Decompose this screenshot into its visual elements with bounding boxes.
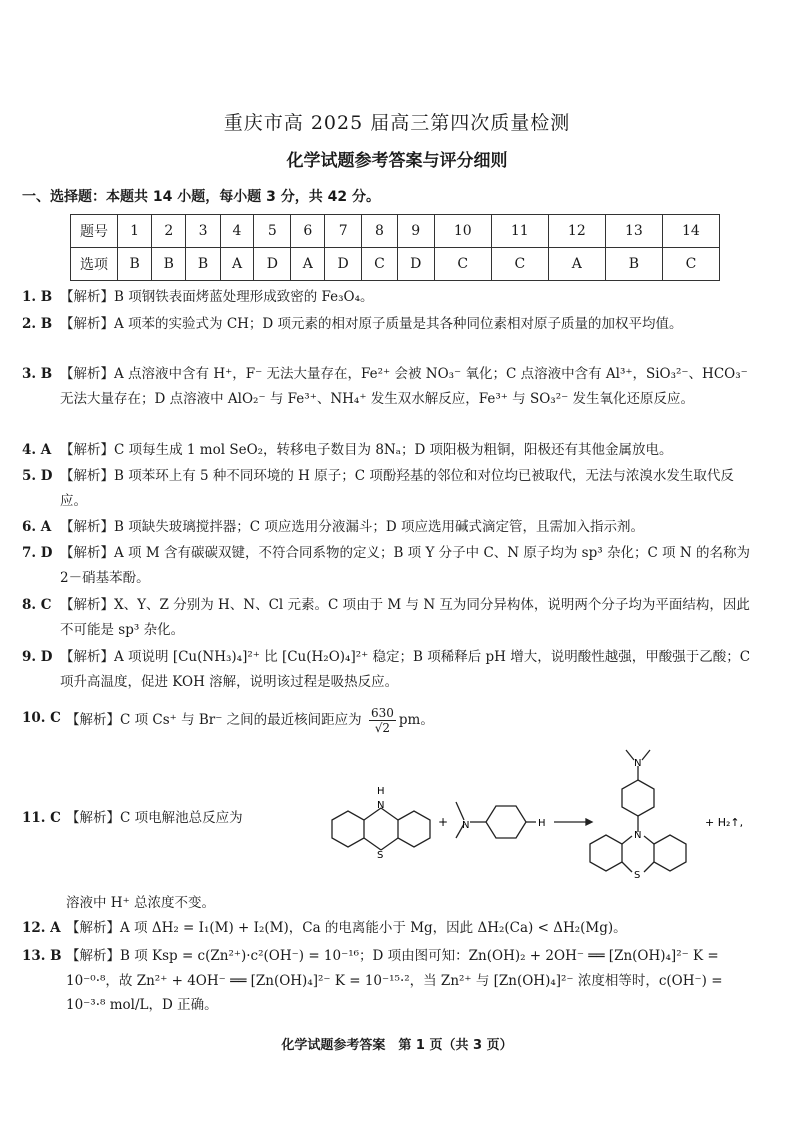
answer-option: B (605, 248, 662, 281)
explanation-text: A 项 M 含有碳碳双键，不符合同系物的定义；B 项 Y 分子中 C、N 原子均为 sp³ 杂化；C 项 N 的名称为 2－硝基苯酚。 (60, 545, 750, 586)
explanation-11-continued (22, 891, 757, 916)
answer-option: C (662, 248, 719, 281)
fraction-numerator: 630 (370, 706, 394, 720)
question-number: 6 (291, 215, 325, 248)
nitrogen-label: N (377, 800, 385, 811)
item-number: 4. A (22, 442, 52, 458)
question-number: 8 (362, 215, 398, 248)
page-subtitle: 化学试题参考答案与评分细则 (286, 151, 508, 171)
item-number: 9. D (22, 649, 53, 665)
explanation-text: A 项苯的实验式为 CH；D 项元素的相对原子质量是其各种同位素相对原子质量的加权平均值。 (114, 316, 683, 332)
benzene-ring (332, 811, 364, 847)
table-row-label: 选项 (71, 248, 118, 281)
benzene-ring (398, 811, 430, 847)
explanation-4 (22, 438, 757, 463)
item-number: 10. C (22, 710, 61, 726)
answer-option: A (291, 248, 325, 281)
answer-table-option-row (71, 248, 720, 281)
answer-option: A (548, 248, 605, 281)
explanation-text: 溶液中 H⁺ 总浓度不变。 (66, 895, 215, 911)
explanation-2 (22, 312, 757, 337)
answer-option: D (325, 248, 362, 281)
explanation-13 (22, 944, 757, 1018)
nitrogen-label: N (634, 758, 642, 769)
explanation-text: A 项说明 [Cu(NH₃)₄]²⁺ 比 [Cu(H₂O)₄]²⁺ 稳定；B 项稀释后 pH 增大，说明酸性越强，甲酸强于乙酸；C 项升高温度，促进 KOH 溶解，说明该过程是吸热反应。 (60, 649, 751, 690)
item-number: 12. A (22, 920, 61, 936)
benzene-ring (654, 835, 686, 871)
question-number: 13 (605, 215, 662, 248)
answer-option: A (220, 248, 254, 281)
analysis-tag: 【解析】 (60, 597, 114, 613)
analysis-tag: 【解析】 (60, 545, 114, 561)
explanation-text: X、Y、Z 分别为 H、N、Cl 元素。C 项由于 M 与 N 互为同分异构体，说明两个分子均为平面结构，因此不可能是 sp³ 杂化。 (60, 597, 750, 638)
hydrogen-label: H (377, 786, 385, 797)
analysis-tag: 【解析】 (66, 920, 120, 936)
explanation-12 (22, 916, 757, 941)
question-number: 14 (662, 215, 719, 248)
analysis-tag: 【解析】 (60, 442, 114, 458)
hydrogen-gas-label: + H₂↑, (705, 816, 744, 829)
explanation-text: C 项电解池总反应为 (120, 810, 243, 826)
page-title: 重庆市高 2025 届高三第四次质量检测 (223, 112, 571, 134)
answer-option: D (254, 248, 291, 281)
analysis-tag: 【解析】 (66, 948, 120, 964)
answer-option: B (186, 248, 220, 281)
answer-table-number-row (71, 215, 720, 248)
nitrogen-label: N (462, 820, 470, 831)
explanation-6 (22, 515, 757, 540)
item-number: 5. D (22, 468, 53, 484)
question-number: 4 (220, 215, 254, 248)
explanation-text: B 项 Ksp = c(Zn²⁺)·c²(OH⁻) = 10⁻¹⁶；D 项由图可知：Zn(OH)₂ + 2OH⁻ ══ [Zn(OH)₄]²⁻ K = 10⁻⁰·⁸，故 Zn²⁺ + 4OH⁻ ══ [Zn(OH)₄]²⁻ K = 10⁻¹⁵·²，当 Zn²⁺ 与 [Zn(OH)₄]²⁻ 浓度相等时，c(OH⁻) = 10⁻³·⁸ mol/L，D 正确。 (66, 948, 723, 1013)
item-number: 11. C (22, 810, 61, 826)
item-number: 6. A (22, 519, 52, 535)
answer-option: C (491, 248, 548, 281)
analysis-tag: 【解析】 (60, 316, 114, 332)
analysis-tag: 【解析】 (60, 289, 114, 305)
answer-option: B (118, 248, 152, 281)
question-number: 1 (118, 215, 152, 248)
question-number: 11 (491, 215, 548, 248)
page-footer: 化学试题参考答案 第 1 页（共 3 页） (281, 1038, 513, 1053)
answer-option: C (434, 248, 491, 281)
benzene-ring (622, 780, 654, 816)
item-number: 1. B (22, 289, 53, 305)
sulfur-label: S (377, 850, 384, 861)
analysis-tag: 【解析】 (60, 519, 114, 535)
sulfur-label: S (634, 870, 641, 880)
explanation-9 (22, 645, 757, 694)
explanation-text-end: pm。 (398, 712, 434, 728)
explanation-3 (22, 362, 757, 411)
question-number: 7 (325, 215, 362, 248)
item-number: 13. B (22, 948, 62, 964)
question-number: 10 (434, 215, 491, 248)
fraction-denominator: √2 (374, 721, 391, 735)
analysis-tag: 【解析】 (66, 810, 120, 826)
analysis-tag: 【解析】 (60, 366, 114, 382)
benzene-ring (486, 806, 526, 838)
explanation-text: A 点溶液中含有 H⁺，F⁻ 无法大量存在，Fe²⁺ 会被 NO₃⁻ 氧化；C 点溶液中含有 Al³⁺，SiO₃²⁻、HCO₃⁻ 无法大量存在；D 点溶液中 AlO₂⁻ 与 Fe³⁺、NH₄⁺ 发生双水解反应，Fe³⁺ 与 SO₃²⁻ 发生氧化还原反应。 (60, 366, 748, 407)
explanation-text: C 项每生成 1 mol SeO₂，转移电子数目为 8Nₐ；D 项阳极为粗铜，阳极还有其他金属放电。 (114, 442, 673, 458)
item-number: 8. C (22, 597, 52, 613)
question-number: 9 (397, 215, 434, 248)
analysis-tag: 【解析】 (60, 468, 114, 484)
explanation-5 (22, 464, 757, 513)
benzene-ring (590, 835, 622, 871)
explanation-text: A 项 ΔH₂ = I₁(M) + I₂(M)，Ca 的电离能小于 Mg，因此 ΔH₂(Ca) < ΔH₂(Mg)。 (120, 920, 627, 936)
explanation-1 (22, 285, 757, 310)
item-number: 7. D (22, 545, 53, 561)
explanation-7 (22, 541, 757, 590)
explanation-10 (22, 706, 757, 735)
question-number: 2 (152, 215, 186, 248)
explanation-text: B 项钢铁表面烤蓝处理形成致密的 Fe₃O₄。 (114, 289, 374, 305)
section-heading: 一、选择题：本题共 14 小题，每小题 3 分，共 42 分。 (22, 189, 380, 205)
question-number: 12 (548, 215, 605, 248)
reaction-scheme (320, 740, 760, 880)
explanation-8 (22, 593, 757, 642)
answer-table (70, 214, 720, 281)
distance-fraction (369, 706, 396, 735)
question-number: 3 (186, 215, 220, 248)
hydrogen-label: H (538, 818, 546, 829)
item-number: 3. B (22, 366, 53, 382)
explanation-text: B 项缺失玻璃搅拌器；C 项应选用分液漏斗；D 项应选用碱式滴定管，且需加入指示剂。 (114, 519, 644, 535)
answer-option: B (152, 248, 186, 281)
plus-sign: + (438, 815, 449, 829)
analysis-tag: 【解析】 (66, 712, 120, 728)
answer-option: C (362, 248, 398, 281)
explanation-text: C 项 Cs⁺ 与 Br⁻ 之间的最近核间距应为 (120, 712, 362, 728)
item-number: 2. B (22, 316, 53, 332)
question-number: 5 (254, 215, 291, 248)
answer-option: D (397, 248, 434, 281)
nitrogen-label: N (634, 830, 642, 841)
table-row-label: 题号 (71, 215, 118, 248)
analysis-tag: 【解析】 (60, 649, 114, 665)
explanation-text: B 项苯环上有 5 种不同环境的 H 原子；C 项酚羟基的邻位和对位均已被取代，无法与浓溴水发生取代反应。 (60, 468, 734, 509)
